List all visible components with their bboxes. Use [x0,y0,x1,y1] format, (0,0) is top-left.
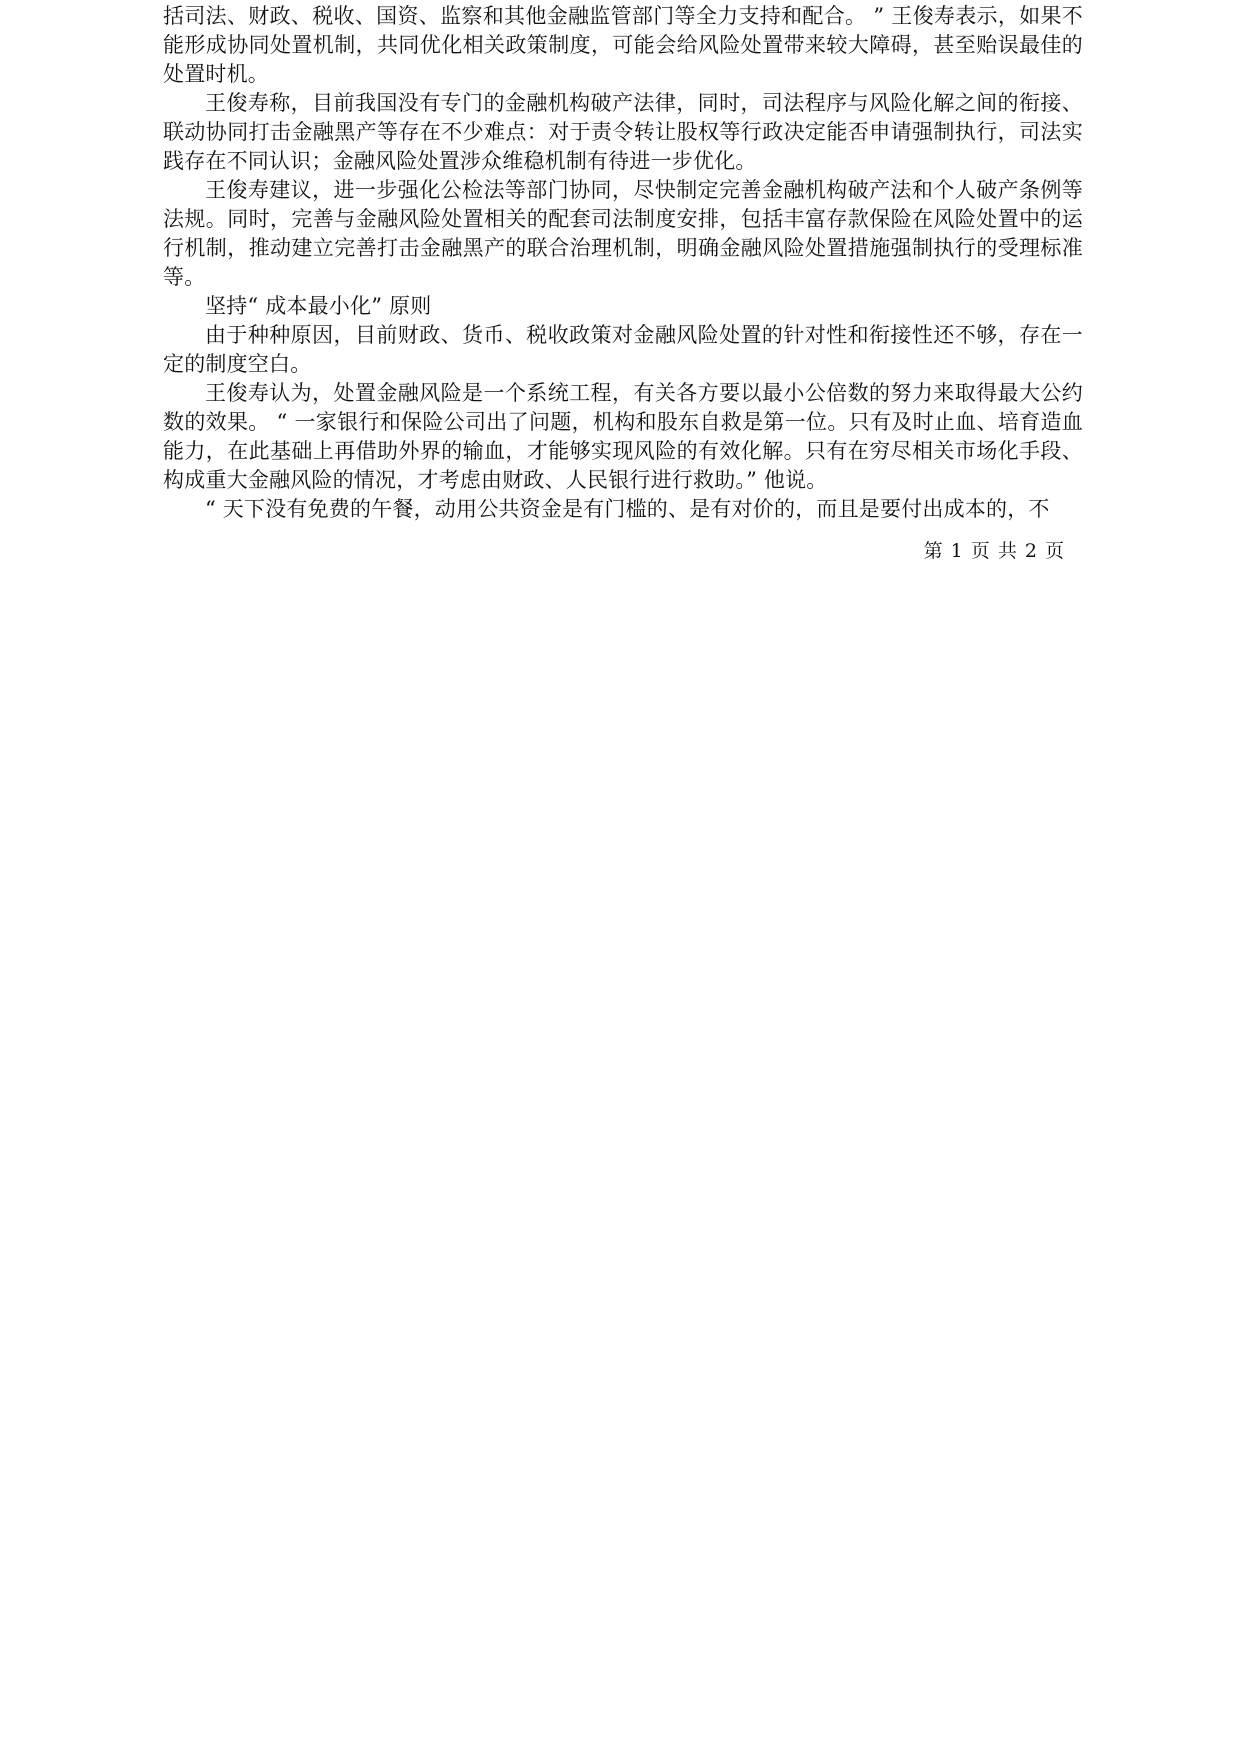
paragraph-1: 括司法、财政、税收、国资、监察和其他金融监管部门等全力支持和配合。 ” 王俊寿表示，如果不能形成协同处置机制，共同优化相关政策制度，可能会给风险处置带来较大障碍，甚至贻误最佳的处置时机。 [163,4,1083,86]
page-number-footer: 第 1 页 共 2 页 [923,540,1065,562]
paragraph-2: 王俊寿称，目前我国没有专门的金融机构破产法律，同时，司法程序与风险化解之间的衔接、联动协同打击金融黑产等存在不少难点：对于责令转让股权等行政决定能否申请强制执行，司法实践存在不同认识；金融风险处置涉众维稳机制有待进一步优化。 [163,91,1083,173]
article-body [163,2,1083,524]
paragraph-5: 王俊寿认为，处置金融风险是一个系统工程，有关各方要以最小公倍数的努力来取得最大公约数的效果。 “ 一家银行和保险公司出了问题，机构和股东自救是第一位。只有及时止血、培育造血能力，在此基础上再借助外界的输血，才能够实现风险的有效化解。只有在穷尽相关市场化手段、构成重大金融风险的情况，才考虑由财政、人民银行进行救助。” 他说。 [163,381,1083,492]
section-heading: 坚持“ 成本最小化” 原则 [205,294,432,318]
paragraph-3: 王俊寿建议，进一步强化公检法等部门协同，尽快制定完善金融机构破产法和个人破产条例等法规。同时，完善与金融风险处置相关的配套司法制度安排，包括丰富存款保险在风险处置中的运行机制，推动建立完善打击金融黑产的联合治理机制，明确金融风险处置措施强制执行的受理标准等。 [163,178,1083,289]
paragraph-4: 由于种种原因，目前财政、货币、税收政策对金融风险处置的针对性和衔接性还不够，存在一定的制度空白。 [163,323,1083,376]
paragraph-6: “ 天下没有免费的午餐，动用公共资金是有门槛的、是有对价的，而且是要付出成本的，不 [205,497,1050,521]
